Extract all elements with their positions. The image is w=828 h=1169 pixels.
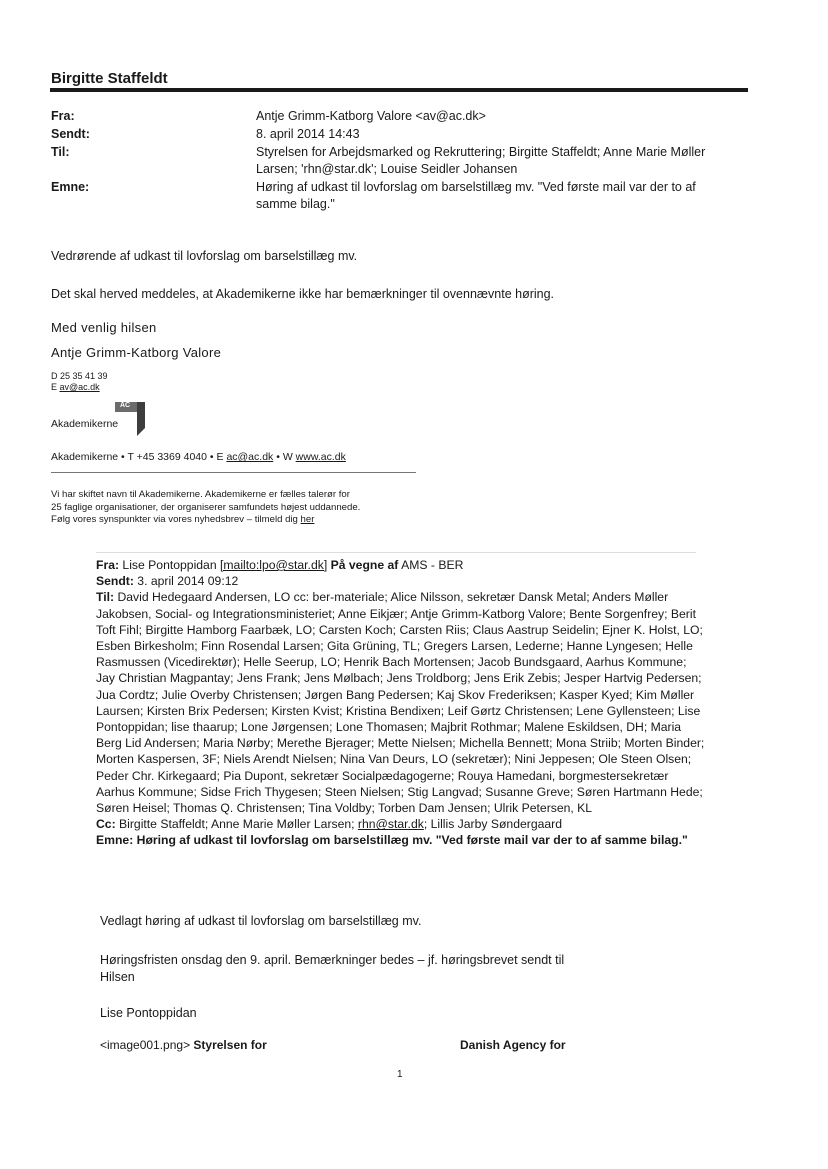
contact-web-link[interactable]: www.ac.dk xyxy=(295,451,346,463)
signature-name: Antje Grimm-Katborg Valore xyxy=(51,345,222,360)
quoted-footer-left xyxy=(100,1038,267,1052)
signature-phone: D 25 35 41 39 xyxy=(51,371,108,381)
footer-left-bold: Styrelsen for xyxy=(190,1038,267,1052)
bullet-icon: • xyxy=(121,451,125,463)
document-owner-name: Birgitte Staffeldt xyxy=(51,70,168,87)
contact-email-link[interactable]: ac@ac.dk xyxy=(226,451,274,463)
image-placeholder: <image001.png> xyxy=(100,1038,191,1052)
from-label: Fra: xyxy=(51,109,75,123)
quoted-body-line-1: Vedlagt høring af udkast til lovforslag om barselstillæg mv. xyxy=(100,914,422,928)
logo-text: Akademikerne xyxy=(51,418,119,430)
quoted-subject-value: Høring af udkast til lovforslag om barselstillæg mv. "Ved første mail var der to af samme bilag." xyxy=(133,833,688,848)
quoted-divider xyxy=(96,552,696,553)
bullet-icon: • xyxy=(276,451,280,463)
quoted-cc-email-link[interactable]: rhn@star.dk xyxy=(357,817,424,832)
quoted-cc-label: Cc: xyxy=(96,817,116,832)
quoted-to-value: David Hedegaard Andersen, LO cc: ber-materiale; Alice Nilsson, sekretær Dansk Metal; Anders Møller Jakobsen, Social- og Integrationsministeriet; Anne Eikjær; Antje Grimm-Katborg Valore; Bente Sorgenfrey; Berit Toft Fihl; Birgitte Hamborg Faarbæk, LO; Carsten Koch; Carsten Riis; Claus Aastrup Seidelin; Ejner K. Holst, LO; Esben Birkesholm; Finn Rosendal Larsen; Gita Grüning, TL; Gregers Larsen, Lederne; Hanne Lyngesen; Helle Rasmussen (Vicedirektør); Helle Seerup, LO; Henrik Bach Mortensen; Jacob Bundsgaard, Aarhus Kommune; Jay Christian Magpantay; Jens Frank; Jens Mølbach; Jens Troldborg; Jens Erik Zebis; Jesper Hartvig Pedersen; Jua Cordtz; Julie Overby Christensen; Jørgen Bang Pedersen; Kaj Skov Frederiksen; Kasper Kyed; Kim Møller Laursen; Kirsten Brix Pedersen; Kirsten Kvist; Kristina Bendixen; Leif Gørtz Christensen; Lene Gyllensteen; Lise Pontoppidan; lise thaarup; Lone Jørgensen; Lone Thomasen; Majbrit Rothmar; Malene Eskildsen, DH; Maria Berg Lid Andersen; Maria Nørby; Merethe Bjerager; Mette Nielsen; Michella Bennett; Mona Striib; Morten Binder; Morten Kaspersen, 3F; Niels Arendt Nielsen; Nina Van Deurs, LO (sekretær); Nini Jeppesen; Ole Steen Olsen; Peder Chr. Kirkegaard; Pia Dupont, sekretær Socialpædagogerne; Rouya Hamedani, borgmestersekretær Aarhus Kommune; Sidse Frich Thygesen; Steen Nielsen; Stig Langvad; Susanne Greve; Søren Hartmann Hede; Søren Heisel; Thomas Q. Christensen; Tina Voldby; Torben Dam Jensen; Ulrik Petersen, KL xyxy=(96,590,705,816)
quoted-behalf-label: På vegne af xyxy=(327,558,399,572)
quoted-subject-row xyxy=(96,832,706,848)
org-note xyxy=(51,489,471,527)
contact-org: Akademikerne xyxy=(51,451,119,463)
quoted-subject-label: Emne: xyxy=(96,833,134,848)
quoted-from-mailto-link[interactable]: [mailto:lpo@star.dk] xyxy=(220,558,328,572)
header-rule xyxy=(50,88,748,92)
quoted-sent-value: 3. april 2014 09:12 xyxy=(133,574,239,589)
note-line-3-text: Følg vores synspunkter via vores nyhedsbrev – tilmeld dig xyxy=(51,514,301,525)
bullet-icon: • xyxy=(209,451,214,463)
from-value: Antje Grimm-Katborg Valore <av@ac.dk> xyxy=(256,109,486,123)
quoted-cc-value-prefix: Birgitte Staffeldt; Anne Marie Møller Larsen; xyxy=(115,817,358,832)
signature-email-row xyxy=(51,382,100,393)
body-line-1: Vedrørende af udkast til lovforslag om barselstillæg mv. xyxy=(51,249,358,263)
to-value-line2: Larsen; 'rhn@star.dk'; Louise Seidler Johansen xyxy=(256,162,518,176)
quoted-from-name: Lise Pontoppidan xyxy=(119,558,220,572)
quoted-behalf-value: AMS - BER xyxy=(398,558,464,572)
quoted-cc-value-suffix: ; Lillis Jarby Søndergaard xyxy=(423,817,562,832)
signature-greeting: Med venlig hilsen xyxy=(51,320,157,335)
akademikerne-logo xyxy=(115,402,145,436)
quoted-sent-label: Sendt: xyxy=(96,574,134,589)
quoted-sent-row xyxy=(96,573,706,589)
signature-divider xyxy=(51,472,416,473)
quoted-from-label: Fra: xyxy=(96,558,120,572)
contact-line xyxy=(51,451,346,463)
quoted-body-line-4: Lise Pontoppidan xyxy=(100,1006,197,1020)
sent-value: 8. april 2014 14:43 xyxy=(256,127,360,141)
page-number: 1 xyxy=(397,1069,403,1080)
contact-phone: T +45 3369 4040 xyxy=(127,451,207,463)
quoted-header xyxy=(96,557,706,849)
quoted-body-line-3: Hilsen xyxy=(100,970,135,984)
contact-email-prefix: E xyxy=(216,451,227,463)
signature-email-prefix: E xyxy=(51,382,60,392)
sent-label: Sendt: xyxy=(51,127,90,141)
quoted-cc-row xyxy=(96,816,706,832)
note-line-2: 25 faglige organisationer, der organiserer samfundets højest uddannede. xyxy=(51,501,361,513)
subject-label: Emne: xyxy=(51,180,90,194)
quoted-body-line-2: Høringsfristen onsdag den 9. april. Bemærkninger bedes – jf. høringsbrevet sendt til xyxy=(100,953,565,967)
subject-line2: samme bilag." xyxy=(256,197,335,211)
subject-line1: Høring af udkast til lovforslag om barselstillæg mv. "Ved første mail var der to af xyxy=(256,180,696,194)
signature-email-link[interactable]: av@ac.dk xyxy=(59,382,100,392)
quoted-footer-right: Danish Agency for xyxy=(460,1038,566,1052)
to-value-line1: Styrelsen for Arbejdsmarked og Rekruttering; Birgitte Staffeldt; Anne Marie Møller xyxy=(256,145,706,159)
quoted-from-row xyxy=(96,557,706,573)
contact-web-prefix: W xyxy=(282,451,296,463)
logo-badge: AC xyxy=(120,402,131,409)
body-line-2: Det skal herved meddeles, at Akademikerne ikke har bemærkninger til ovennævnte høring. xyxy=(51,287,555,301)
to-label: Til: xyxy=(51,145,70,159)
quoted-to-label: Til: xyxy=(96,590,115,605)
note-line-3 xyxy=(51,514,471,527)
quoted-to-row xyxy=(96,589,706,816)
note-line-1: Vi har skiftet navn til Akademikerne. Akademikerne er fælles talerør for xyxy=(51,489,350,500)
newsletter-link[interactable]: her xyxy=(300,514,315,525)
